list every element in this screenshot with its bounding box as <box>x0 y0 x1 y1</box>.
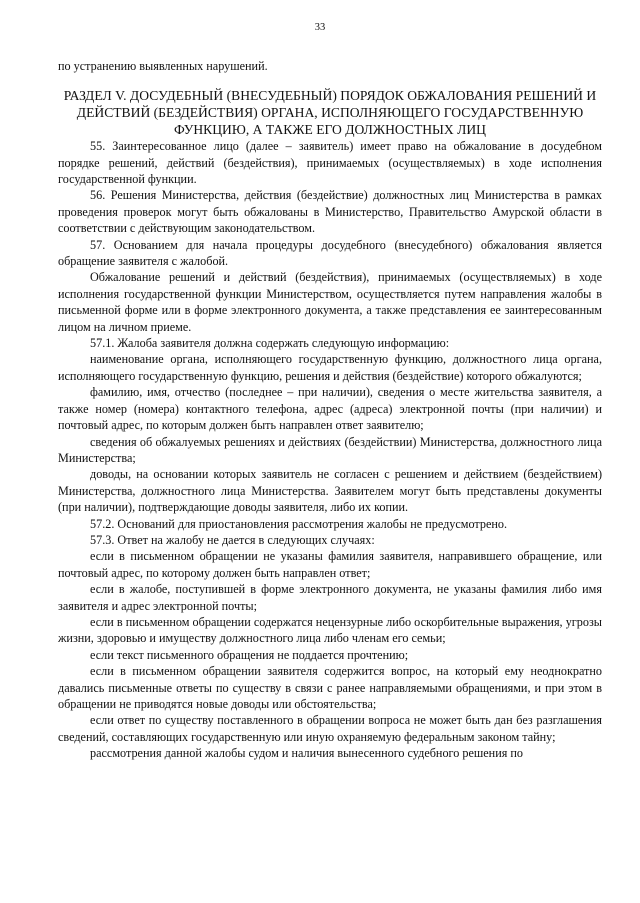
list-item: если в письменном обращении заявителя содержится вопрос, на который ему неоднократно давались письменные ответы по существу в связи с ранее направляемыми обращениями, и при этом в обращении не приводятся новые доводы или обстоятельства; <box>58 664 602 711</box>
list-item: фамилию, имя, отчество (последнее – при наличии), сведения о месте жительства заявителя, а также номер (номера) контактного телефона, адрес (адреса) электронной почты (при наличии) и почтовый адрес, по которым должен быть направлен ответ заявителю; <box>58 385 602 433</box>
list-item: если текст письменного обращения не поддается прочтению; <box>90 647 409 662</box>
list-item: если в письменном обращении не указаны фамилия заявителя, направившего обращение, или почтовый адрес, по которому должен быть направлен ответ; <box>58 549 602 580</box>
list-item: доводы, на основании которых заявитель не согласен с решением и действием (бездействием) Министерства, должностного лица Министерства. Заявителем могут быть представлены документы (при наличии), подтверждающие доводы заявителя, либо их копии. <box>58 467 602 515</box>
paragraph-appeal-method: Обжалование решений и действий (бездействия), принимаемых (осуществляемых) в ходе исполнения государственной функции Министерством, осуществляется путем направления жалобы в письменной форме или в форме электронного документа, а также представления ее заинтересованным лицом на личном приеме. <box>58 270 602 334</box>
paragraph-57-3: 57.3. Ответ на жалобу не дается в следующих случаях: <box>90 532 375 547</box>
list-item: рассмотрения данной жалобы судом и наличия вынесенного судебного решения по <box>90 746 523 761</box>
section-heading: РАЗДЕЛ V. ДОСУДЕБНЫЙ (ВНЕСУДЕБНЫЙ) ПОРЯДОК ОБЖАЛОВАНИЯ РЕШЕНИЙ И ДЕЙСТВИЙ (БЕЗДЕЙСТВИЯ) ОРГАНА, ИСПОЛНЯЮЩЕГО ГОСУДАРСТВЕННУЮ ФУНКЦИЮ, А ТАКЖЕ ЕГО ДОЛЖНОСТНЫХ ЛИЦ <box>63 88 597 137</box>
list-item: наименование органа, исполняющего государственную функцию, должностного лица органа, исполняющего государственную функцию, решения и действия (бездействие) которого обжалуются; <box>58 352 602 383</box>
list-item: если в письменном обращении содержатся нецензурные либо оскорбительные выражения, угрозы жизни, здоровью и имуществу должностного лица либо членам его семьи; <box>58 614 602 646</box>
lead-line: по устранению выявленных нарушений. <box>58 59 268 73</box>
paragraph-57: 57. Основанием для начала процедуры досудебного (внесудебного) обжалования является обращение заявителя с жалобой. <box>58 237 602 269</box>
list-item: если в жалобе, поступившей в форме электронного документа, не указаны фамилия либо имя заявителя и адрес электронной почты; <box>58 582 602 613</box>
paragraph-57-1: 57.1. Жалоба заявителя должна содержать следующую информацию: <box>90 336 450 351</box>
paragraph-56: 56. Решения Министерства, действия (бездействие) должностных лиц Министерства в рамках проведения проверок могут быть обжалованы в Министерство, Правительство Амурской области в соответствии с действующим законодательством. <box>58 188 602 236</box>
list-item: если ответ по существу поставленного в обращении вопроса не может быть дан без разглашения сведений, составляющих государственную или иную охраняемую федеральным законом тайну; <box>58 713 602 744</box>
paragraph-55: 55. Заинтересованное лицо (далее – заявитель) имеет право на обжалование в досудебном порядке решений, действий (бездействия), принимаемых (осуществляемых) в ходе исполнения государственной функции. <box>58 139 602 186</box>
paragraph-57-2: 57.2. Оснований для приостановления рассмотрения жалобы не предусмотрено. <box>90 516 508 531</box>
document-body <box>58 58 602 762</box>
page-number: 33 <box>314 22 326 33</box>
list-item: сведения об обжалуемых решениях и действиях (бездействии) Министерства, должностного лица Министерства; <box>58 434 602 465</box>
